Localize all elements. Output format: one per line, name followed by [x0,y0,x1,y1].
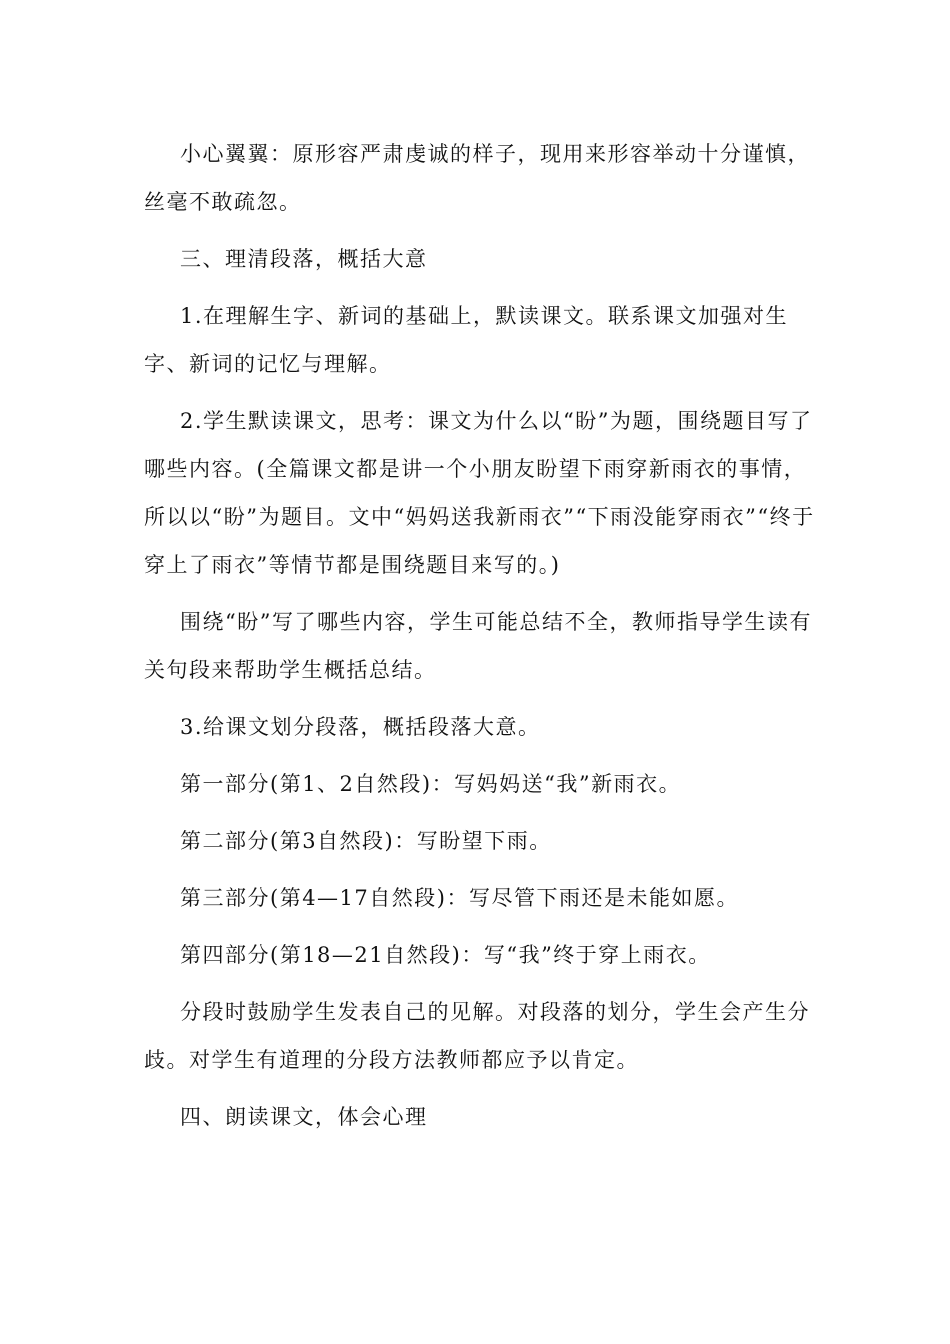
document-body [144,130,816,1141]
paragraph-part-4: 第四部分(第18—21自然段)：写“我”终于穿上雨衣。 [180,943,711,967]
section-heading-3: 三、理清段落，概括大意 [180,247,428,271]
section-heading-4: 四、朗读课文，体会心理 [180,1105,428,1129]
paragraph-part-1: 第一部分(第1、2自然段)：写妈妈送“我”新雨衣。 [180,772,682,796]
paragraph-step-2: 2.学生默读课文，思考：课文为什么以“盼”为题，围绕题目写了哪些内容。(全篇课文都是讲一个小朋友盼望下雨穿新雨衣的事情，所以以“盼”为题目。文中“妈妈送我新雨衣”“下雨没能穿雨衣”“终于穿上了雨衣”等情节都是围绕题目来写的。) [144,409,815,577]
paragraph-guidance: 围绕“盼”写了哪些内容，学生可能总结不全，教师指导学生读有关句段来帮助学生概括总结。 [144,610,812,682]
paragraph-definition-xiaoxinyiyi: 小心翼翼：原形容严肃虔诚的样子，现用来形容举动十分谨慎，丝毫不敢疏忽。 [144,142,810,214]
paragraph-part-2: 第二部分(第3自然段)：写盼望下雨。 [180,829,552,853]
paragraph-step-1: 1.在理解生字、新词的基础上，默读课文。联系课文加强对生字、新词的记忆与理解。 [144,304,789,376]
paragraph-part-3: 第三部分(第4—17自然段)：写尽管下雨还是未能如愿。 [180,886,739,910]
paragraph-step-3: 3.给课文划分段落，概括段落大意。 [180,715,541,739]
paragraph-encouragement: 分段时鼓励学生发表自己的见解。对段落的划分，学生会产生分歧。对学生有道理的分段方法教师都应予以肯定。 [144,1000,810,1072]
